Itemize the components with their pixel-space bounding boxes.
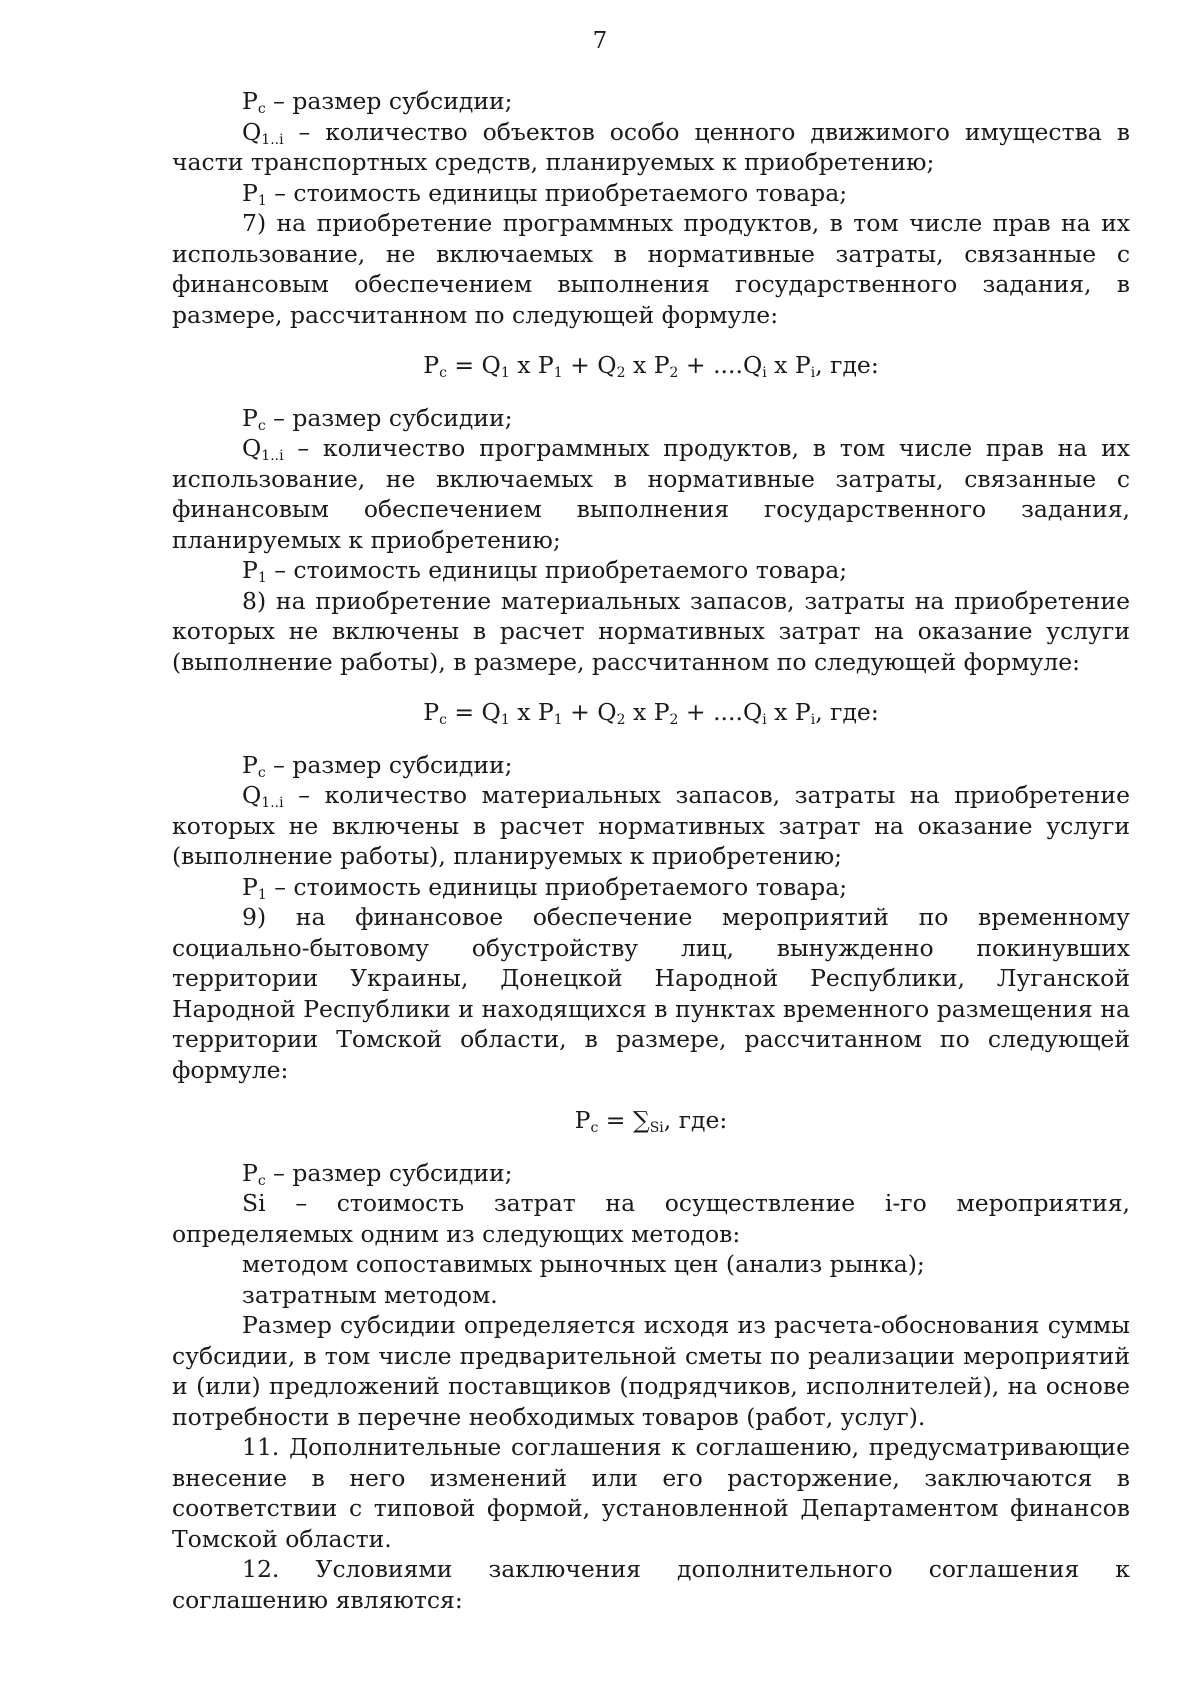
definition-paragraph: $Q_{1..i}$ – количество объектов особо ценного движимого имущества в части транспортных средств, планируемых к приобретению; [172,117,1130,176]
definition-paragraph: $Р_1$ – стоимость единицы приобретаемого товара; [242,178,848,209]
text-paragraph: 7) на приобретение программных продуктов, в том числе прав на их использование, не включаемых в нормативные затраты, связанные с финансовым обеспечением выполнения государственного задания, в размере, рассчитанном по следующей формуле: [172,209,1130,329]
definition-paragraph: $Q_{1..i}$ – количество программных продуктов, в том числе прав на их использование, не включаемых в нормативные затраты, связанные с финансовым обеспечением выполнения государственного задания, планируемых к приобретению; [172,434,1130,554]
definition-paragraph: $Р_с$ – размер субсидии; [242,403,513,434]
text-paragraph: методом сопоставимых рыночных цен (анализ рынка); [242,1250,925,1278]
text-paragraph: 8) на приобретение материальных запасов, затраты на приобретение которых не включены в расчет нормативных затрат на оказание услуги (выполнение работы), в размере, рассчитанном по следующей формуле: [172,586,1130,676]
formula: $Р_с = \sum_{Si}$, где: [574,1106,728,1136]
document-body [172,86,1130,1615]
page-number: 7 [592,28,608,54]
text-paragraph: 9) на финансовое обеспечение мероприятий по временному социально-бытовому обустройству лиц, вынужденно покинувших территории Украины, Донецкой Народной Республики, Луганской Народной Республики и находящихся в пунктах временного размещения на территории Томской области, в размере, рассчитанном по следующей формуле: [172,903,1130,1084]
definition-paragraph: $Q_{1..i}$ – количество материальных запасов, затраты на приобретение которых не включены в расчет нормативных затрат на оказание услуги (выполнение работы), планируемых к приобретению; [172,781,1130,870]
text-paragraph: Si – стоимость затрат на осуществление i-го мероприятия, определяемых одним из следующих методов: [172,1189,1130,1248]
definition-paragraph: $Р_с$ – размер субсидии; [242,1158,513,1189]
definition-paragraph: $Р_1$ – стоимость единицы приобретаемого товара; [242,872,848,903]
definition-paragraph: $Р_1$ – стоимость единицы приобретаемого товара; [242,556,848,586]
text-paragraph: 11. Дополнительные соглашения к соглашению, предусматривающие внесение в него изменений или его расторжение, заключаются в соответствии с типовой формой, установленной Департаментом финансов Томской области. [172,1433,1130,1553]
formula: $Р_с = Q_1$ х $Р_1 + Q_2$ х $Р_2 + ....Q_i$ х $Р_i$, где: [423,351,879,381]
text-paragraph: затратным методом. [242,1280,498,1309]
definition-paragraph: $Р_с$ – размер субсидии; [242,750,513,781]
formula: $Р_с = Q_1$ х $Р_1 + Q_2$ х $Р_2 + ....Q_i$ х $Р_i$, где: [423,698,879,728]
text-paragraph: Размер субсидии определяется исходя из расчета-обоснования суммы субсидии, в том числе предварительной сметы по реализации мероприятий и (или) предложений поставщиков (подрядчиков, исполнителей), на основе потребности в перечне необходимых товаров (работ, услуг). [172,1311,1130,1431]
definition-paragraph: $Р_с$ – размер субсидии; [242,87,513,117]
text-paragraph: 12. Условиями заключения дополнительного соглашения к соглашению являются: [172,1555,1130,1614]
